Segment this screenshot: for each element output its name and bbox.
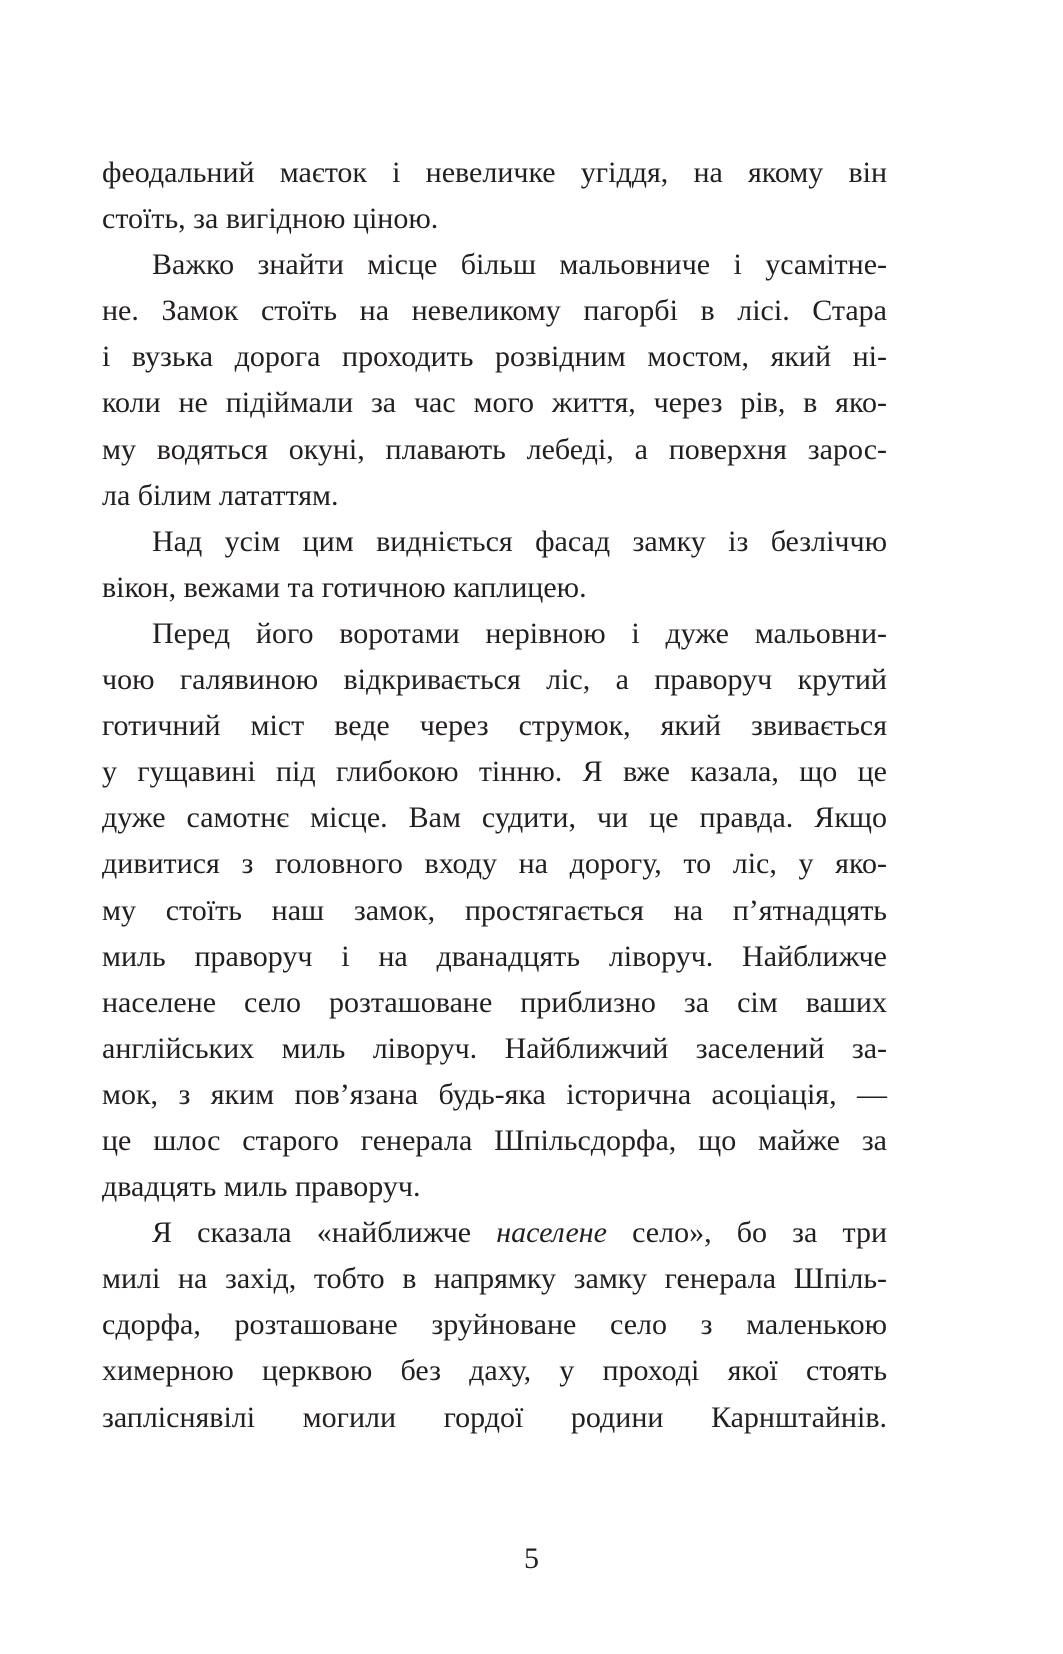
text-line: мок, з яким пов’язана будь-яка історична асоціація, — <box>102 1077 887 1111</box>
text-line: це шлос старого генерала Шпільсдорфа, що майже за <box>102 1123 887 1157</box>
paragraph <box>102 242 887 519</box>
text-line: Над усім цим видніється фасад замку із безліччю <box>152 524 887 558</box>
text-line: Перед його воротами нерівною і дуже мальовни- <box>152 616 887 650</box>
text-run: Я сказала «найближче <box>152 1216 497 1250</box>
text-line: химерною церквою без даху, у проході якої стоять <box>102 1354 887 1388</box>
paragraph <box>102 1210 887 1440</box>
text-line: у гущавині під глибокою тінню. Я вже казала, що це <box>102 755 887 789</box>
text-line: миль праворуч і на дванадцять ліворуч. Найближче <box>102 939 887 973</box>
text-line: му стоїть наш замок, простягається на п’ятнадцять <box>102 893 887 927</box>
text-line: ла білим лататтям. <box>102 478 339 512</box>
text-line: чою галявиною відкривається ліс, а праворуч крутий <box>102 663 887 697</box>
text-line: Важко знайти місце більш мальовниче і усамітне- <box>152 248 887 282</box>
text-line: англійських миль ліворуч. Найближчий заселений за- <box>102 1031 887 1065</box>
text-line: запліснявілі могили гордої родини Карнштайнів. <box>102 1400 887 1434</box>
text-line: коли не підіймали за час мого життя, через рів, в яко- <box>102 386 887 420</box>
text-line: сдорфа, розташоване зруйноване село з маленькою <box>102 1308 887 1342</box>
text-line: двадцять миль праворуч. <box>102 1170 421 1204</box>
text-line <box>102 1210 887 1256</box>
paragraph <box>102 611 887 1210</box>
body-text <box>102 150 887 1441</box>
paragraph <box>102 150 887 242</box>
paragraph <box>102 519 887 611</box>
text-line: феодальний маєток і невеличке угіддя, на якому він <box>102 156 887 189</box>
text-line: стоїть, за вигідною ціною. <box>102 202 439 236</box>
text-line: дивитися з головного входу на дорогу, то ліс, у яко- <box>102 847 887 881</box>
text-line: дуже самотнє місце. Вам судити, чи це правда. Якщо <box>102 801 887 835</box>
text-line: вікон, вежами та готичною каплицею. <box>102 570 587 604</box>
page-number: 5 <box>524 1542 539 1575</box>
text-run: село», бо за три <box>606 1216 887 1250</box>
text-line: готичний міст веде через струмок, який звивається <box>102 709 887 743</box>
text-line: милі на захід, тобто в напрямку замку генерала Шпіль- <box>102 1262 887 1296</box>
text-line: населене село розташоване приблизно за сім ваших <box>102 985 887 1019</box>
italic-emphasis: населене <box>496 1216 607 1250</box>
text-line: не. Замок стоїть на невеликому пагорбі в лісі. Стара <box>102 294 887 328</box>
text-line: і вузька дорога проходить розвідним мостом, який ні- <box>102 340 887 374</box>
text-line: му водяться окуні, плавають лебеді, а поверхня зарос- <box>102 432 887 466</box>
